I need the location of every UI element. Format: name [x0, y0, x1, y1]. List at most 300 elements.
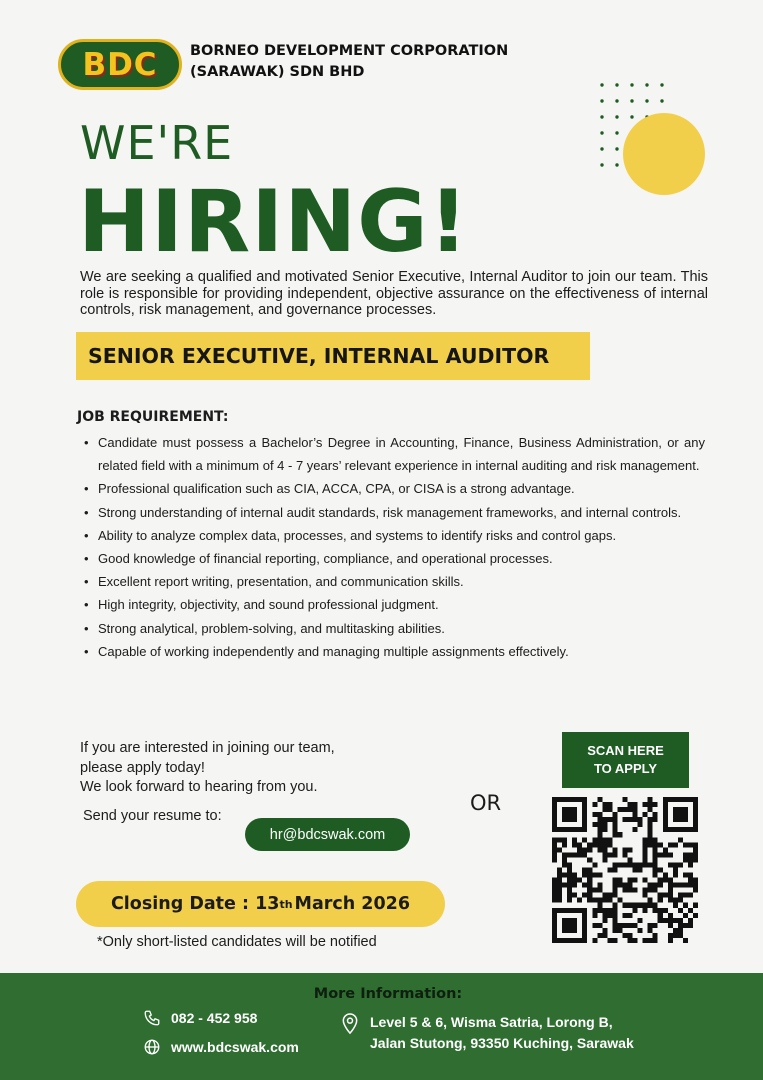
qr-module	[648, 923, 653, 928]
qr-module	[688, 923, 693, 928]
qr-module	[673, 842, 678, 847]
qr-module	[552, 888, 557, 893]
qr-module	[678, 908, 683, 913]
qr-module	[678, 933, 683, 938]
qr-module	[633, 878, 638, 883]
qr-module	[602, 857, 607, 862]
qr-module	[567, 883, 572, 888]
qr-module	[552, 883, 557, 888]
qr-module	[663, 893, 668, 898]
decoration-dot	[615, 99, 618, 102]
qr-module	[678, 893, 683, 898]
qr-module	[668, 883, 673, 888]
decoration-dot	[600, 83, 603, 86]
qr-module	[683, 883, 688, 888]
qr-module	[693, 878, 698, 883]
qr-module	[658, 852, 663, 857]
qr-module	[693, 847, 698, 852]
qr-module	[562, 873, 567, 878]
qr-module	[638, 867, 643, 872]
qr-module	[597, 832, 602, 837]
logo-text: BDC	[82, 46, 158, 83]
decoration-dot	[600, 147, 603, 150]
qr-module	[587, 888, 592, 893]
qr-module	[602, 898, 607, 903]
qr-module	[668, 842, 673, 847]
apply-message	[80, 739, 335, 798]
qr-module	[668, 933, 673, 938]
apply-line-2: please apply today!	[80, 759, 205, 776]
qr-module	[592, 913, 597, 918]
qr-module	[562, 842, 567, 847]
qr-module	[612, 852, 617, 857]
qr-module	[592, 802, 597, 807]
qr-module	[643, 862, 648, 867]
email-link[interactable]: hr@bdcswak.com	[245, 818, 410, 851]
qr-module	[628, 862, 633, 867]
qr-module	[663, 908, 668, 913]
qr-module	[638, 918, 643, 923]
qr-module	[628, 883, 633, 888]
qr-module	[602, 822, 607, 827]
qr-module	[587, 857, 592, 862]
qr-module	[648, 837, 653, 842]
decoration-dot	[630, 99, 633, 102]
qr-module	[602, 852, 607, 857]
qr-module	[668, 913, 673, 918]
footer	[0, 973, 763, 1080]
qr-module	[572, 852, 577, 857]
qr-module	[607, 817, 612, 822]
qr-module	[668, 852, 673, 857]
qr-module	[552, 893, 557, 898]
decoration-dot	[600, 131, 603, 134]
qr-module	[567, 873, 572, 878]
requirement-item: • Strong analytical, problem-solving, and multitasking abilities.	[84, 617, 705, 640]
qr-module	[617, 928, 622, 933]
qr-module	[648, 827, 653, 832]
qr-module	[653, 888, 658, 893]
qr-module	[602, 807, 607, 812]
or-separator: OR	[470, 791, 502, 815]
qr-module	[567, 852, 572, 857]
qr-module	[602, 918, 607, 923]
location-pin-icon	[340, 1012, 360, 1036]
qr-module	[567, 862, 572, 867]
qr-module	[587, 898, 592, 903]
phone-icon	[143, 1009, 161, 1027]
qr-module	[653, 802, 658, 807]
requirement-item: • Good knowledge of financial reporting, compliance, and operational processes.	[84, 547, 705, 570]
qr-module	[683, 842, 688, 847]
qr-module	[683, 938, 688, 943]
qr-module	[653, 867, 658, 872]
qr-module	[597, 898, 602, 903]
qr-module	[653, 938, 658, 943]
address-contact	[340, 1012, 634, 1054]
qr-module	[582, 873, 587, 878]
qr-module	[643, 847, 648, 852]
qr-module	[557, 867, 562, 872]
qr-module	[602, 928, 607, 933]
qr-module	[688, 878, 693, 883]
qr-module	[592, 837, 597, 842]
decoration-dot	[645, 99, 648, 102]
company-name-line1: BORNEO DEVELOPMENT CORPORATION	[190, 43, 509, 59]
qr-module	[622, 913, 627, 918]
qr-module	[557, 898, 562, 903]
qr-module	[567, 893, 572, 898]
qr-module	[602, 827, 607, 832]
qr-module	[658, 908, 663, 913]
qr-module	[658, 898, 663, 903]
decoration-dot	[615, 115, 618, 118]
qr-module	[612, 862, 617, 867]
qr-module	[612, 913, 617, 918]
qr-module	[572, 873, 577, 878]
qr-module	[693, 888, 698, 893]
qr-module	[602, 893, 607, 898]
qr-module	[602, 908, 607, 913]
qr-module	[678, 918, 683, 923]
address-line-1: Level 5 & 6, Wisma Satria, Lorong B,	[370, 1014, 613, 1030]
requirements-list	[84, 431, 705, 663]
qr-module	[668, 878, 673, 883]
qr-module	[612, 878, 617, 883]
qr-module	[617, 883, 622, 888]
qr-module	[612, 847, 617, 852]
qr-module	[673, 862, 678, 867]
qr-module	[597, 812, 602, 817]
qr-module	[597, 888, 602, 893]
apply-line-1: If you are interested in joining our team,	[80, 740, 335, 756]
qr-module	[582, 883, 587, 888]
qr-module	[658, 883, 663, 888]
decoration-dot	[660, 83, 663, 86]
qr-module	[587, 893, 592, 898]
qr-module	[592, 862, 597, 867]
qr-module	[577, 847, 582, 852]
qr-module	[592, 812, 597, 817]
qr-module	[643, 888, 648, 893]
qr-module	[653, 908, 658, 913]
qr-module	[597, 822, 602, 827]
qr-module	[577, 898, 582, 903]
qr-module	[552, 852, 557, 857]
qr-module	[607, 842, 612, 847]
qr-module	[597, 908, 602, 913]
qr-module	[572, 878, 577, 883]
qr-module	[638, 822, 643, 827]
qr-module	[683, 857, 688, 862]
qr-module	[658, 918, 663, 923]
qr-module	[587, 842, 592, 847]
qr-module	[602, 842, 607, 847]
qr-module	[658, 913, 663, 918]
qr-module	[567, 878, 572, 883]
qr-module	[663, 852, 668, 857]
qr-module	[688, 883, 693, 888]
qr-module	[683, 873, 688, 878]
qr-module	[612, 918, 617, 923]
qr-module	[648, 898, 653, 903]
qr-module	[577, 842, 582, 847]
qr-module	[607, 908, 612, 913]
qr-module	[567, 888, 572, 893]
website-contact[interactable]	[143, 1038, 299, 1056]
qr-module	[622, 883, 627, 888]
company-name	[190, 41, 520, 83]
hiring-heading: HIRING!	[78, 172, 469, 272]
requirement-item: • High integrity, objectivity, and sound professional judgment.	[84, 593, 705, 616]
qr-module	[678, 837, 683, 842]
globe-icon	[143, 1038, 161, 1056]
closing-date-banner	[76, 881, 445, 927]
qr-module	[617, 807, 622, 812]
qr-module	[582, 852, 587, 857]
qr-module	[668, 938, 673, 943]
apply-line-3: We look forward to hearing from you.	[80, 779, 318, 795]
qr-module	[622, 797, 627, 802]
position-banner	[76, 332, 590, 380]
qr-module	[562, 852, 567, 857]
closing-date-rest: March 2026	[294, 894, 411, 914]
qr-module	[643, 812, 648, 817]
qr-module	[668, 918, 673, 923]
company-name-line2: (SARAWAK) SDN BHD	[190, 64, 365, 80]
qr-module	[612, 908, 617, 913]
website-url: www.bdcswak.com	[171, 1039, 299, 1055]
qr-module	[633, 908, 638, 913]
qr-module	[638, 817, 643, 822]
qr-module	[628, 933, 633, 938]
qr-module	[673, 883, 678, 888]
qr-module	[688, 857, 693, 862]
address-line-2: Jalan Stutong, 93350 Kuching, Sarawak	[370, 1035, 634, 1051]
qr-module	[602, 837, 607, 842]
qr-module	[638, 862, 643, 867]
qr-module	[638, 903, 643, 908]
qr-module	[683, 852, 688, 857]
qr-module	[653, 812, 658, 817]
qr-module	[617, 923, 622, 928]
qr-module	[607, 867, 612, 872]
qr-module	[633, 812, 638, 817]
qr-module	[643, 893, 648, 898]
qr-module	[607, 938, 612, 943]
qr-module	[653, 903, 658, 908]
qr-module	[592, 822, 597, 827]
qr-module	[582, 867, 587, 872]
qr-module	[587, 867, 592, 872]
qr-module	[612, 893, 617, 898]
qr-module	[617, 878, 622, 883]
qr-module	[643, 802, 648, 807]
qr-module	[617, 832, 622, 837]
qr-module	[653, 817, 658, 822]
qr-module	[643, 908, 648, 913]
qr-module	[612, 928, 617, 933]
qr-module	[597, 797, 602, 802]
qr-module	[663, 873, 668, 878]
qr-finder-part	[562, 807, 577, 822]
qr-module	[658, 893, 663, 898]
qr-module	[688, 893, 693, 898]
qr-module	[582, 893, 587, 898]
requirement-item: • Capable of working independently and managing multiple assignments effectively.	[84, 640, 705, 663]
qr-module	[633, 888, 638, 893]
qr-module	[648, 862, 653, 867]
scan-line-1: SCAN HERE	[587, 743, 664, 758]
decoration-dot	[645, 83, 648, 86]
qr-module	[663, 918, 668, 923]
qr-module	[633, 903, 638, 908]
qr-finder-part	[673, 807, 688, 822]
qr-module	[628, 913, 633, 918]
qr-module	[607, 852, 612, 857]
qr-module	[612, 817, 617, 822]
qr-module	[688, 862, 693, 867]
qr-module	[688, 842, 693, 847]
qr-module	[587, 883, 592, 888]
qr-module	[622, 923, 627, 928]
qr-module	[628, 817, 633, 822]
qr-module	[612, 903, 617, 908]
qr-module	[688, 918, 693, 923]
qr-module	[602, 817, 607, 822]
qr-module	[653, 837, 658, 842]
qr-module	[648, 817, 653, 822]
qr-module	[683, 903, 688, 908]
scan-line-2: TO APPLY	[593, 761, 658, 776]
qr-module	[557, 837, 562, 842]
qr-module	[562, 837, 567, 842]
qr-module	[592, 873, 597, 878]
qr-module	[592, 923, 597, 928]
qr-module	[597, 837, 602, 842]
qr-module	[572, 883, 577, 888]
scan-to-apply-label	[562, 732, 689, 788]
qr-module	[628, 923, 633, 928]
qr-module	[562, 883, 567, 888]
qr-module	[602, 913, 607, 918]
qr-module	[602, 847, 607, 852]
qr-module	[678, 883, 683, 888]
qr-module	[633, 862, 638, 867]
qr-module	[643, 837, 648, 842]
qr-module	[648, 883, 653, 888]
qr-module	[673, 933, 678, 938]
requirement-item: • Excellent report writing, presentation, and communication skills.	[84, 570, 705, 593]
requirement-item: • Ability to analyze complex data, processes, and systems to identify risks and control gaps.	[84, 524, 705, 547]
qr-module	[643, 857, 648, 862]
qr-module	[587, 847, 592, 852]
qr-module	[557, 873, 562, 878]
phone-contact[interactable]	[143, 1009, 257, 1027]
qr-module	[678, 928, 683, 933]
qr-module	[597, 883, 602, 888]
qr-module	[633, 867, 638, 872]
qr-module	[592, 898, 597, 903]
qr-module	[633, 827, 638, 832]
decoration-dot	[615, 131, 618, 134]
qr-module	[572, 842, 577, 847]
qr-module	[612, 822, 617, 827]
qr-module	[653, 933, 658, 938]
qr-finder-part	[562, 918, 577, 933]
qr-module	[648, 797, 653, 802]
qr-module	[557, 883, 562, 888]
qr-module	[648, 888, 653, 893]
requirement-item: • Professional qualification such as CIA, ACCA, CPA, or CISA is a strong advantage.	[84, 477, 705, 500]
qr-module	[607, 837, 612, 842]
decoration-dot	[600, 163, 603, 166]
qr-module	[557, 888, 562, 893]
qr-module	[622, 862, 627, 867]
qr-module	[653, 842, 658, 847]
qr-module	[648, 928, 653, 933]
qr-module	[592, 842, 597, 847]
qr-module	[592, 888, 597, 893]
qr-module	[597, 817, 602, 822]
more-info-heading: More Information:	[313, 986, 463, 1002]
send-resume-label: Send your resume to:	[83, 808, 222, 824]
qr-module	[633, 938, 638, 943]
qr-module	[612, 883, 617, 888]
qr-module	[628, 847, 633, 852]
qr-module	[643, 903, 648, 908]
qr-module	[607, 898, 612, 903]
qr-module	[607, 807, 612, 812]
qr-module	[688, 852, 693, 857]
qr-module	[577, 878, 582, 883]
qr-module	[673, 898, 678, 903]
qr-module	[617, 862, 622, 867]
qr-module	[653, 847, 658, 852]
qr-module	[552, 842, 557, 847]
qr-module	[648, 802, 653, 807]
qr-module	[552, 847, 557, 852]
qr-module	[658, 878, 663, 883]
qr-module	[648, 807, 653, 812]
qr-module	[567, 867, 572, 872]
qr-module	[612, 812, 617, 817]
qr-module	[582, 847, 587, 852]
qr-module	[628, 807, 633, 812]
qr-module	[683, 923, 688, 928]
qr-module	[693, 913, 698, 918]
qr-module	[628, 857, 633, 862]
qr-module	[658, 867, 663, 872]
company-logo	[58, 39, 182, 90]
qr-module	[693, 857, 698, 862]
qr-module	[678, 923, 683, 928]
qr-module	[602, 802, 607, 807]
qr-module	[622, 903, 627, 908]
qr-module	[648, 938, 653, 943]
qr-module	[628, 903, 633, 908]
qr-module	[612, 888, 617, 893]
qr-module	[633, 802, 638, 807]
qr-module	[673, 918, 678, 923]
qr-module	[552, 898, 557, 903]
qr-module	[648, 842, 653, 847]
qr-module	[612, 923, 617, 928]
qr-module	[552, 837, 557, 842]
qr-module	[557, 893, 562, 898]
qr-module	[592, 908, 597, 913]
qr-code[interactable]	[552, 797, 698, 943]
